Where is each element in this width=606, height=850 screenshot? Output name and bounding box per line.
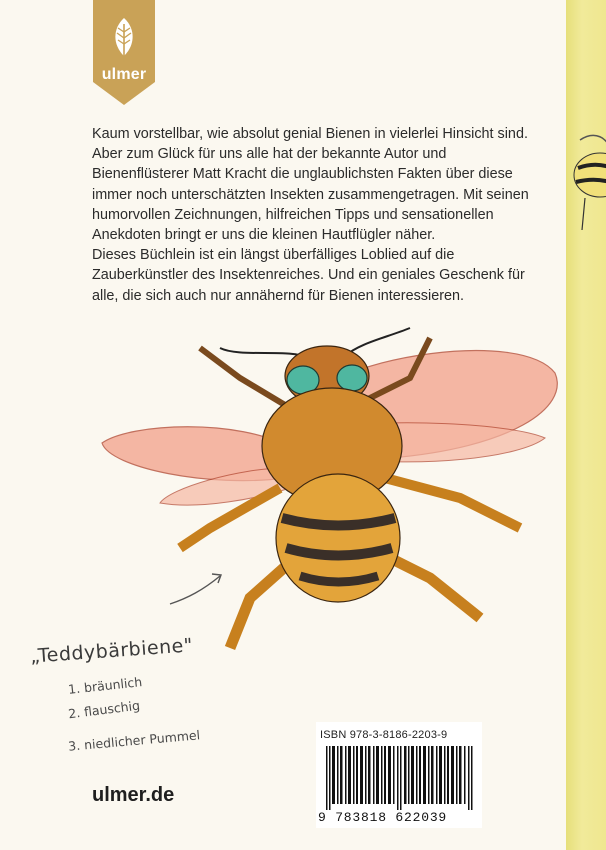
- back-cover-blurb: [92, 124, 532, 306]
- isbn-label: ISBN 978-3-8186-2203-9: [320, 729, 448, 741]
- publisher-logo-text: ulmer: [101, 66, 147, 83]
- publisher-website: ulmer.de: [92, 784, 175, 806]
- barcode-image: [320, 746, 480, 810]
- barcode-digits: 9 783818 622039: [318, 810, 448, 825]
- blurb-paragraph-2: Dieses Büchlein ist ein längst überfälliges Loblied auf die Zauberkünstler des Insektenreiches. Und ein geniales Geschenk für alle, die sich auch nur annähernd für Bienen interessieren.: [92, 247, 525, 304]
- illustration-note-3: 3. niedlicher Pummel: [67, 727, 201, 754]
- pointer-arrow-icon: [168, 568, 228, 608]
- illustration-note-1: 1. bräunlich: [67, 674, 143, 697]
- blurb-paragraph-1: Kaum vorstellbar, wie absolut genial Bienen in vielerlei Hinsicht sind. Aber zum Glück für uns alle hat der bekannte Autor und Bienenflüsterer Matt Kracht die unglaublichsten Fakten über diese immer noch unterschätzten Insekten zusammengetragen. Mit seinen humorvollen Zeichnungen, hilfreichen Tipps und sensationellen Anekdoten bringt er uns die kleinen Hautflügler näher.: [92, 126, 529, 244]
- side-bee-illustration: [560, 120, 606, 260]
- illustration-caption-title: „Teddybärbiene": [29, 634, 194, 668]
- illustration-note-2: 2. flauschig: [67, 697, 141, 722]
- teddy-bear-bee-illustration: [90, 318, 565, 658]
- ulmer-logo-badge: [93, 0, 155, 105]
- isbn-barcode-box: [316, 722, 482, 828]
